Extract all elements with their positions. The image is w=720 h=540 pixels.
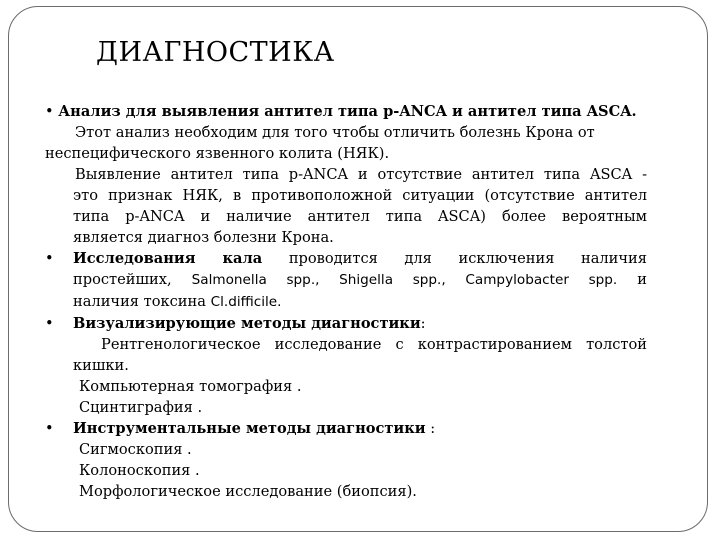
section2-text: простейших, xyxy=(73,271,172,288)
section1-text-line: является диагноз болезни Крона. xyxy=(73,229,334,246)
section2-toxin: Cl.difficile. xyxy=(210,294,282,310)
slide-content xyxy=(45,101,647,502)
section4-heading-tail: : xyxy=(425,420,436,437)
section2-organisms: Salmonella spp., Shigella spp., Campylobacter spp. xyxy=(191,272,618,288)
bullet-icon: • xyxy=(45,315,54,332)
page-title: ДИАГНОСТИКА xyxy=(96,37,335,68)
section1-text-line: типа р-ANCA и наличие антител типа ASCA) более вероятным xyxy=(73,208,647,225)
section4-text-line: Морфологическое исследование (биопсия). xyxy=(79,483,417,500)
section1-text-line: Выявление антител типа р-ANCA и отсутствие антител типа ASCA - xyxy=(75,166,647,183)
section1-text-line: неспецифического язвенного колита (НЯК). xyxy=(45,145,390,162)
section1-heading-line xyxy=(45,101,647,122)
section3-text-line: Рентгенологическое исследование с контрастированием толстой xyxy=(101,336,647,353)
section1-text-line: это признак НЯК, в противоположной ситуации (отсутствие антител xyxy=(73,187,647,204)
section4-text-line: Колоноскопия . xyxy=(79,462,200,479)
section4-text-line: Сигмоскопия . xyxy=(79,441,192,458)
section2-heading-line xyxy=(45,248,647,269)
section4-heading: Инструментальные методы диагностики xyxy=(73,420,426,437)
slide-frame xyxy=(8,6,708,532)
section2-text: наличия токсина xyxy=(73,293,206,310)
bullet-icon: • xyxy=(45,420,54,437)
section3-heading: Визуализирующие методы диагностики xyxy=(73,315,421,332)
section4-heading-line xyxy=(45,418,647,439)
section2-heading: Исследования кала xyxy=(73,250,263,267)
section3-text-line: Сцинтиграфия . xyxy=(79,399,203,416)
section2-text: и xyxy=(637,271,647,288)
bullet-icon: • xyxy=(45,250,54,267)
section2-text-line xyxy=(45,291,647,313)
section2-text: проводится для исключения наличия xyxy=(288,250,647,267)
section3-text-line: кишки. xyxy=(73,357,129,374)
section3-heading-tail: : xyxy=(420,315,426,332)
section2-text-line xyxy=(45,269,647,291)
bullet-icon: • xyxy=(45,103,54,120)
section1-text-line: Этот анализ необходим для того чтобы отличить болезнь Крона от xyxy=(75,124,595,141)
section1-heading: Анализ для выявления антител типа р-ANCA и антител типа ASCA. xyxy=(58,103,637,120)
section3-heading-line xyxy=(45,313,647,334)
section3-text-line: Компьютерная томография . xyxy=(79,378,302,395)
